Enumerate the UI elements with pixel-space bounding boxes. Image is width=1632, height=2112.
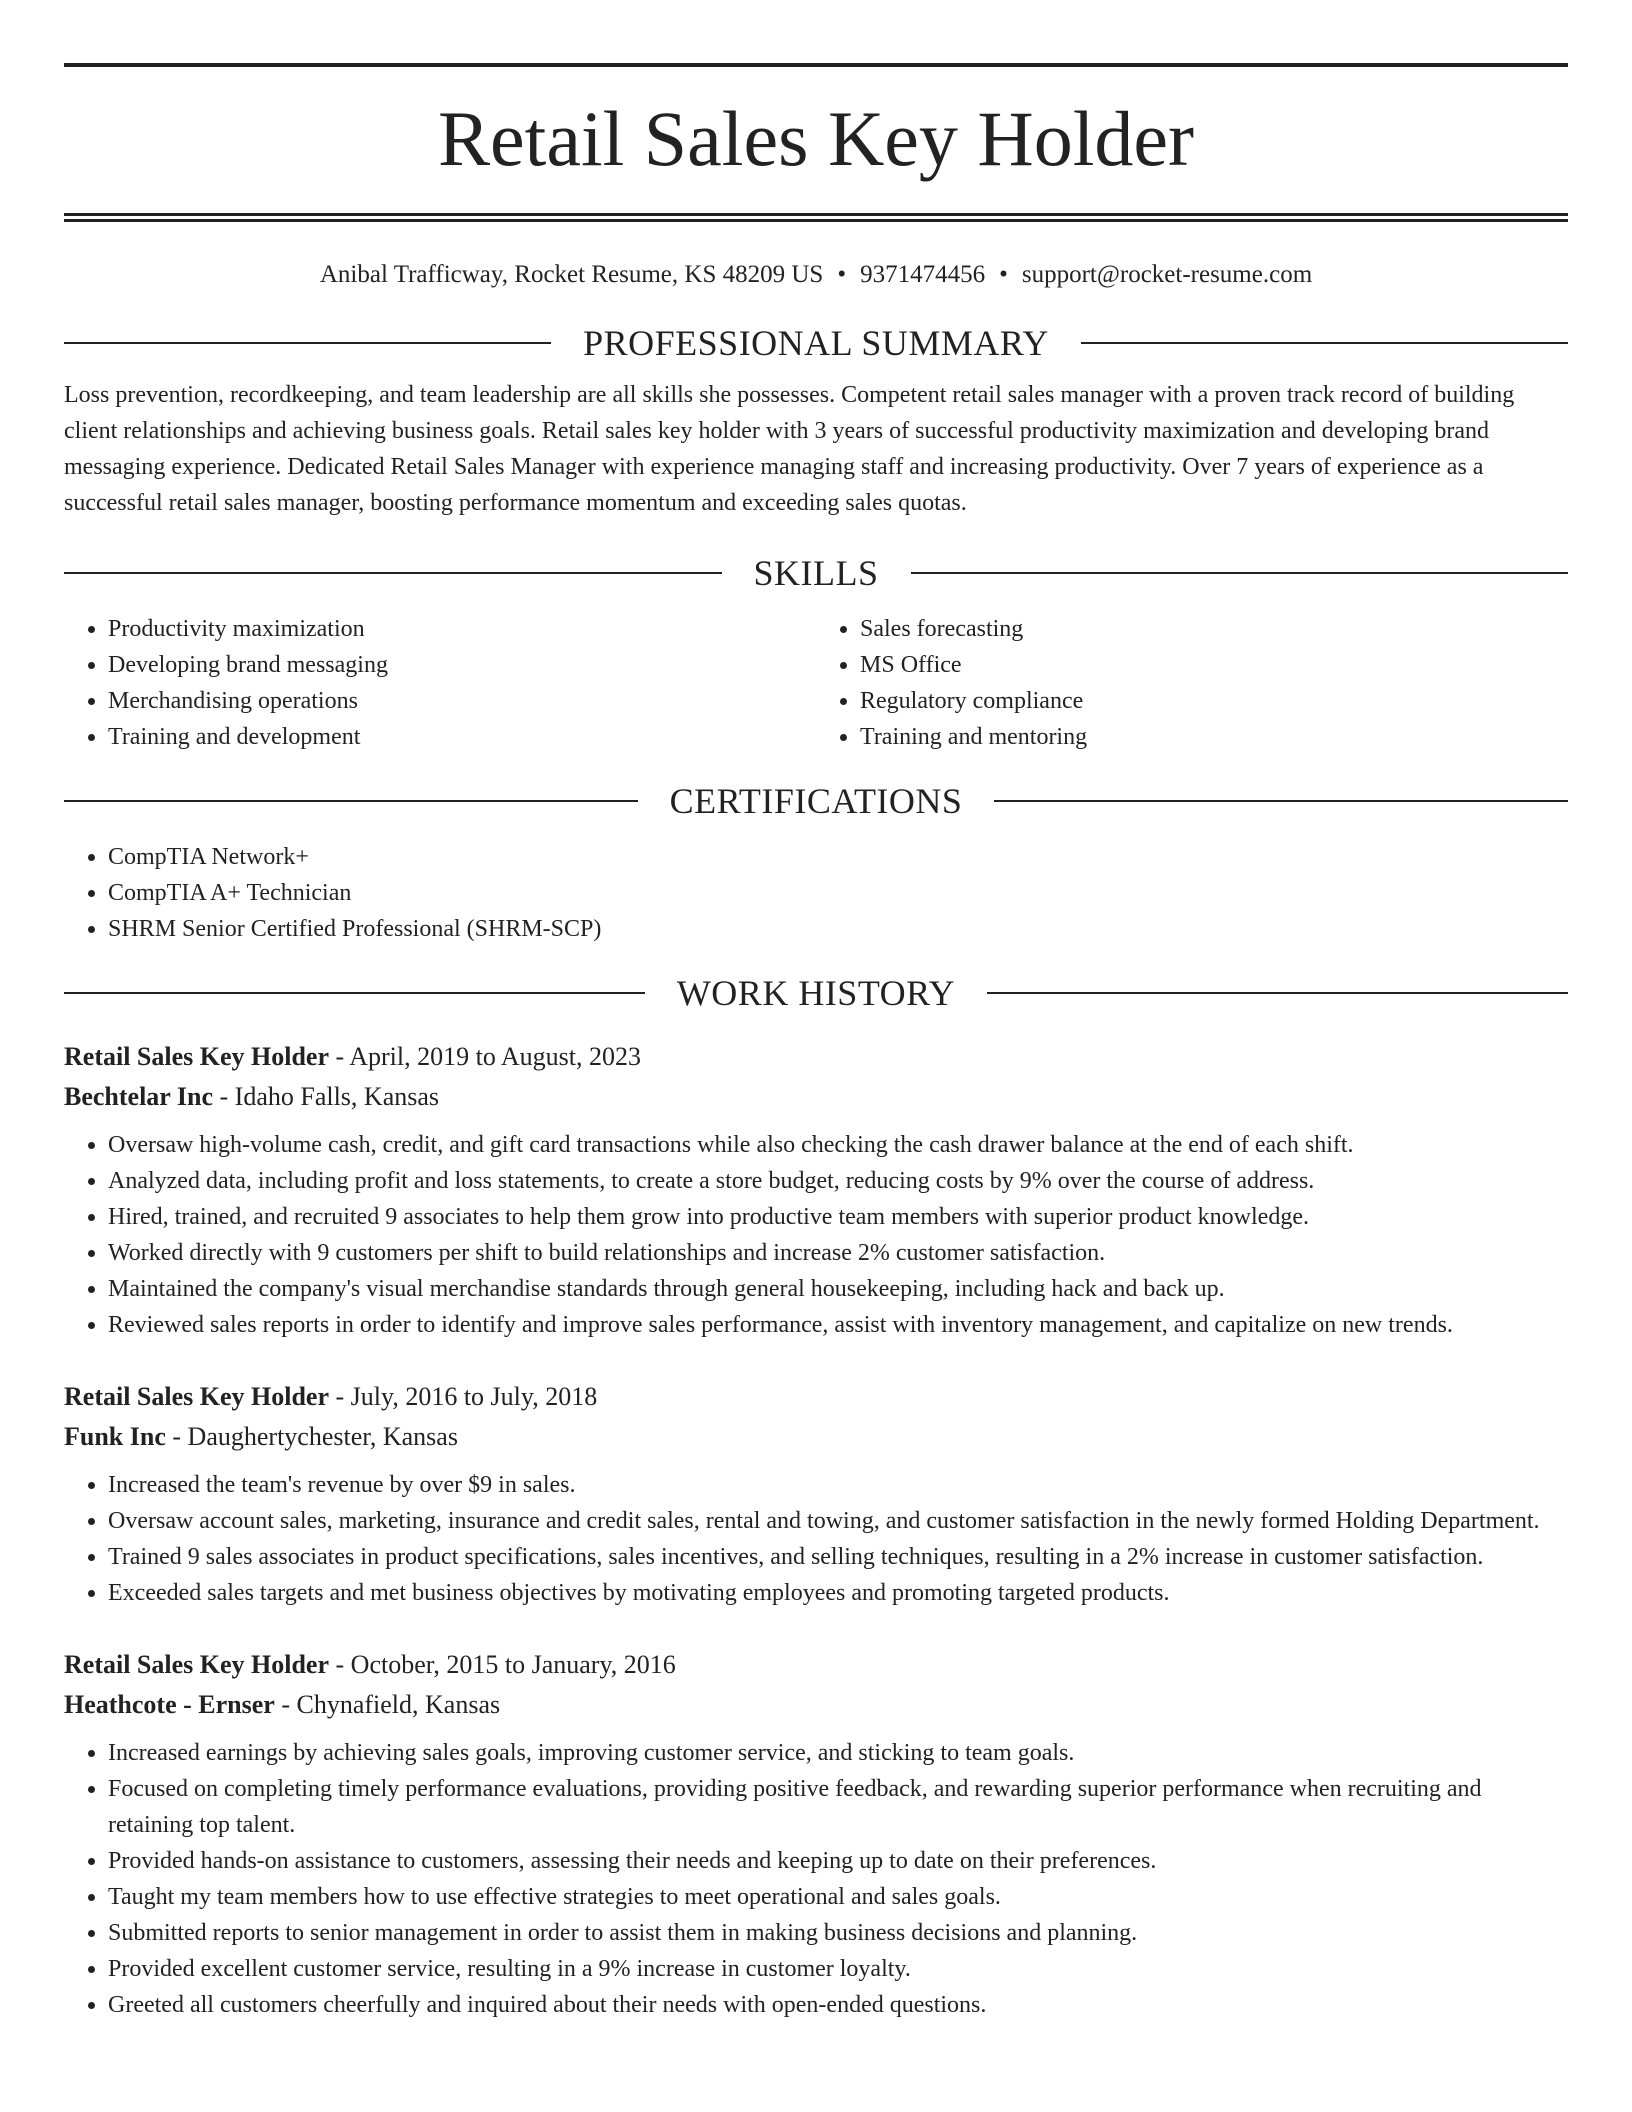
- job-entry: [64, 1037, 1568, 1343]
- job-location: - Chynafield, Kansas: [274, 1690, 501, 1719]
- skills-column-left: [64, 611, 816, 755]
- job-title-line: [64, 1037, 1568, 1077]
- skill-item: • Training and mentoring: [860, 719, 1568, 755]
- job-bullets: [64, 1127, 1568, 1343]
- job-title-line: [64, 1645, 1568, 1685]
- resume-page: [64, 0, 1568, 2023]
- job-title: Retail Sales Key Holder: [64, 1650, 330, 1679]
- job-bullet: • Submitted reports to senior management in order to assist them in making business decisions and planning.: [108, 1915, 1568, 1951]
- skill-item: • Sales forecasting: [860, 611, 1568, 647]
- job-bullet: • Oversaw account sales, marketing, insurance and credit sales, rental and towing, and customer satisfaction in the newly formed Holding Department.: [108, 1503, 1568, 1539]
- top-rule: [64, 63, 1568, 67]
- job-company-line: [64, 1685, 1568, 1725]
- job-bullet: • Analyzed data, including profit and loss statements, to create a store budget, reducing costs by 9% over the course of address.: [108, 1163, 1568, 1199]
- job-bullet: • Focused on completing timely performance evaluations, providing positive feedback, and rewarding superior performance when recruiting and retaining top talent.: [108, 1771, 1568, 1843]
- job-title: Retail Sales Key Holder: [64, 1382, 330, 1411]
- certifications-list: [64, 839, 1568, 947]
- double-rule: [64, 213, 1568, 222]
- job-bullet: • Trained 9 sales associates in product specifications, sales incentives, and selling techniques, resulting in a 2% increase in customer satisfaction.: [108, 1539, 1568, 1575]
- heading-rule: [994, 800, 1568, 802]
- contact-line: [64, 259, 1568, 291]
- certification-item: • CompTIA Network+: [108, 839, 1568, 875]
- work-heading: [64, 971, 1568, 1015]
- summary-heading: [64, 321, 1568, 365]
- job-bullet: • Provided excellent customer service, resulting in a 9% increase in customer loyalty.: [108, 1951, 1568, 1987]
- job-bullet: • Provided hands-on assistance to customers, assessing their needs and keeping up to date on their preferences.: [108, 1843, 1568, 1879]
- job-dates: - October, 2015 to January, 2016: [329, 1650, 676, 1679]
- job-bullets: [64, 1735, 1568, 2023]
- heading-rule: [64, 342, 551, 344]
- job-bullet: • Hired, trained, and recruited 9 associates to help them grow into productive team members with superior product knowledge.: [108, 1199, 1568, 1235]
- job-title-line: [64, 1377, 1568, 1417]
- contact-email: support@rocket-resume.com: [1021, 261, 1313, 288]
- job-bullet: • Maintained the company's visual merchandise standards through general housekeeping, including hack and back up.: [108, 1271, 1568, 1307]
- contact-separator: •: [837, 261, 847, 288]
- heading-rule: [911, 572, 1569, 574]
- skill-item: • MS Office: [860, 647, 1568, 683]
- contact-phone: 9371474456: [860, 261, 986, 288]
- job-dates: - July, 2016 to July, 2018: [329, 1382, 598, 1411]
- heading-rule: [64, 992, 645, 994]
- heading-rule: [987, 992, 1568, 994]
- job-company: Bechtelar Inc: [64, 1082, 213, 1111]
- work-heading-text: WORK HISTORY: [676, 973, 956, 1013]
- summary-heading-text: PROFESSIONAL SUMMARY: [583, 323, 1049, 363]
- resume-name: Retail Sales Key Holder: [438, 95, 1194, 182]
- skill-item: • Merchandising operations: [108, 683, 816, 719]
- skill-item: • Developing brand messaging: [108, 647, 816, 683]
- job-location: - Daughertychester, Kansas: [165, 1422, 458, 1451]
- job-bullet: • Increased earnings by achieving sales goals, improving customer service, and sticking to team goals.: [108, 1735, 1568, 1771]
- job-company-line: [64, 1417, 1568, 1457]
- skills-list: [64, 611, 1568, 755]
- certification-item: • SHRM Senior Certified Professional (SHRM-SCP): [108, 911, 1568, 947]
- job-entry: [64, 1377, 1568, 1611]
- job-title: Retail Sales Key Holder: [64, 1042, 330, 1071]
- job-bullet: • Worked directly with 9 customers per shift to build relationships and increase 2% customer satisfaction.: [108, 1235, 1568, 1271]
- certifications-heading: [64, 779, 1568, 823]
- heading-rule: [64, 572, 722, 574]
- job-company: Heathcote - Ernser: [64, 1690, 275, 1719]
- job-dates: - April, 2019 to August, 2023: [329, 1042, 642, 1071]
- skills-column-right: [816, 611, 1568, 755]
- job-bullet: • Reviewed sales reports in order to identify and improve sales performance, assist with inventory management, and capitalize on new trends.: [108, 1307, 1568, 1343]
- summary-text: Loss prevention, recordkeeping, and team leadership are all skills she possesses. Competent retail sales manager with a proven track record of building client relationships and achieving business goals. Retail sales key holder with 3 years of successful productivity maximization and developing brand messaging experience. Dedicated Retail Sales Manager with experience managing staff and increasing productivity. Over 7 years of experience as a successful retail sales manager, boosting performance momentum and exceeding sales quotas.: [64, 382, 1515, 516]
- certification-item: • CompTIA A+ Technician: [108, 875, 1568, 911]
- job-entry: [64, 1645, 1568, 2023]
- heading-rule: [1081, 342, 1568, 344]
- skill-item: • Training and development: [108, 719, 816, 755]
- skills-heading-text: SKILLS: [753, 553, 879, 593]
- job-company: Funk Inc: [64, 1422, 166, 1451]
- certifications-heading-text: CERTIFICATIONS: [669, 781, 963, 821]
- skills-heading: [64, 551, 1568, 595]
- job-bullets: [64, 1467, 1568, 1611]
- job-location: - Idaho Falls, Kansas: [213, 1082, 440, 1111]
- job-company-line: [64, 1077, 1568, 1117]
- contact-address: Anibal Trafficway, Rocket Resume, KS 48209 US: [319, 261, 824, 288]
- job-bullet: • Exceeded sales targets and met business objectives by motivating employees and promoting targeted products.: [108, 1575, 1568, 1611]
- contact-separator: •: [999, 261, 1008, 288]
- job-bullet: • Greeted all customers cheerfully and inquired about their needs with open-ended questions.: [108, 1987, 1568, 2023]
- heading-rule: [64, 800, 638, 802]
- job-bullet: • Taught my team members how to use effective strategies to meet operational and sales goals.: [108, 1879, 1568, 1915]
- skill-item: • Regulatory compliance: [860, 683, 1568, 719]
- job-bullet: • Increased the team's revenue by over $9 in sales.: [108, 1467, 1568, 1503]
- job-bullet: • Oversaw high-volume cash, credit, and gift card transactions while also checking the cash drawer balance at the end of each shift.: [108, 1127, 1568, 1163]
- skill-item: • Productivity maximization: [108, 611, 816, 647]
